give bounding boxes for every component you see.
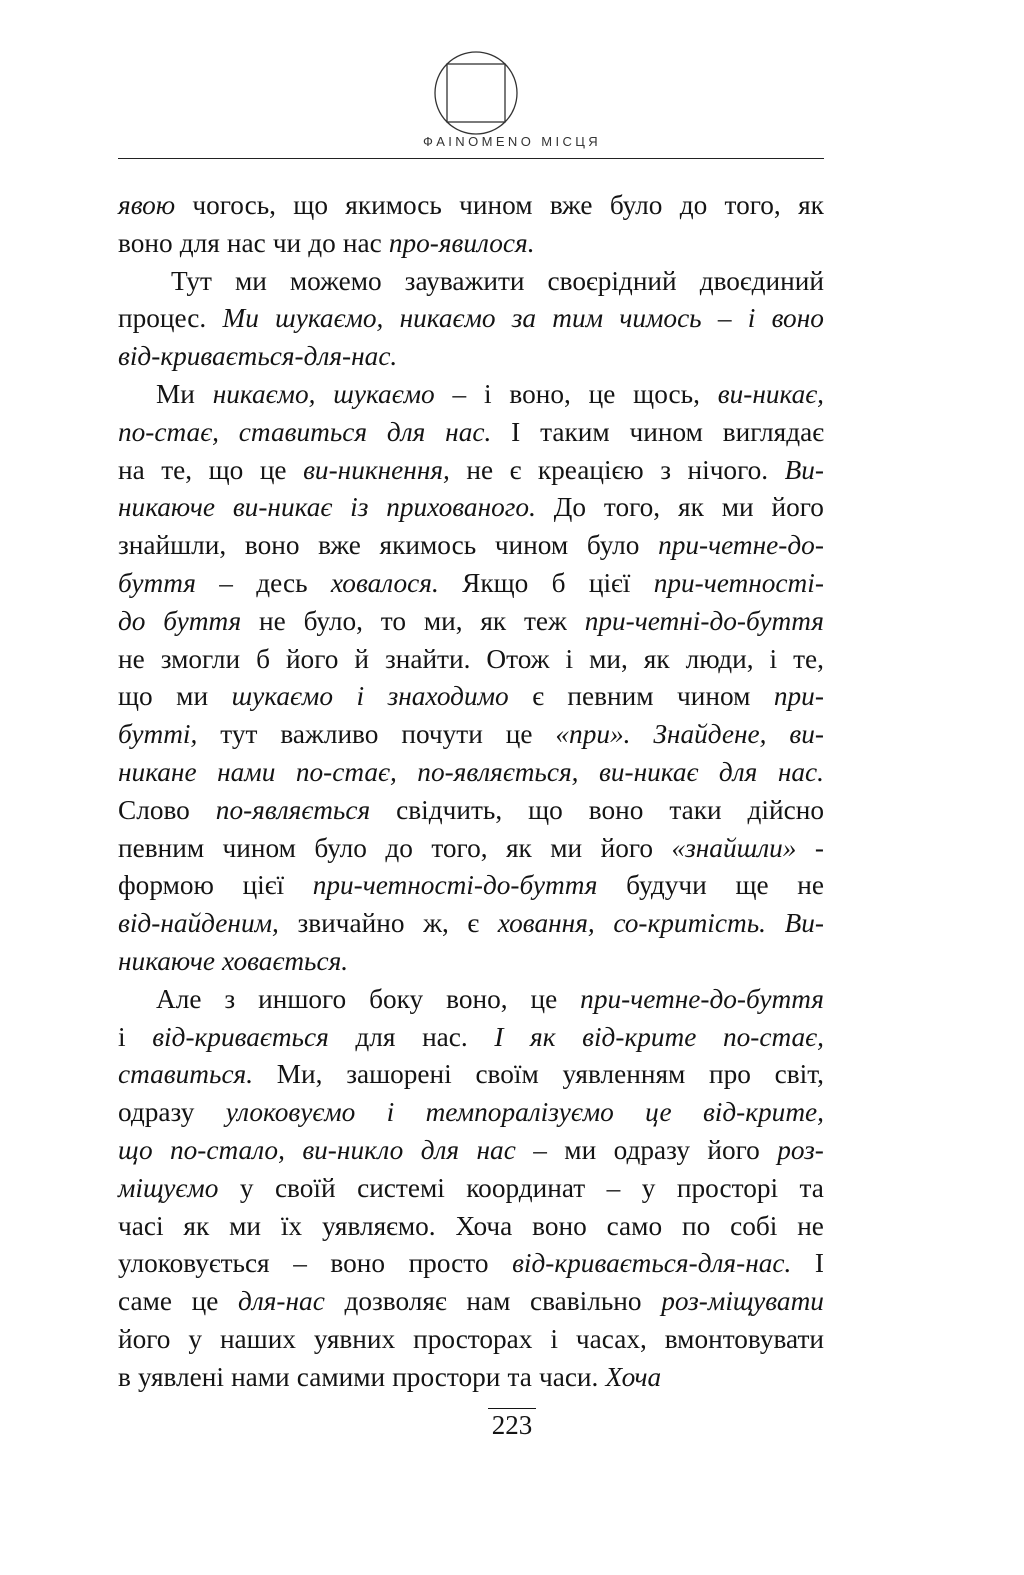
word: роз- (777, 1134, 824, 1165)
word: при-четності- (653, 567, 824, 598)
word: при-четності-до-буття (312, 870, 598, 901)
word: знайшли, (118, 530, 227, 561)
word: що (118, 681, 153, 712)
word: того, (431, 832, 488, 863)
word: ж, (423, 908, 449, 939)
word: дійсно (747, 794, 824, 825)
text-line (118, 414, 824, 452)
word: саме (118, 1286, 172, 1317)
word: ви-никнення, (303, 454, 450, 485)
square-in-circle-logo (433, 50, 519, 136)
text-line (118, 1132, 824, 1170)
word: улоковуємо (225, 1097, 356, 1128)
word: шукаємо (333, 378, 435, 409)
word: - (814, 832, 824, 863)
word: со-критість. (613, 908, 766, 939)
word: можемо (289, 265, 382, 296)
word: та (799, 1172, 824, 1203)
word: уявленням (562, 1059, 686, 1090)
word: було (609, 190, 663, 220)
word: двоєдиний (699, 265, 824, 296)
word: вже (549, 190, 593, 220)
word: воно, (509, 378, 571, 409)
word: – (452, 378, 467, 409)
word: шукаємо (231, 681, 333, 712)
word: просторі (676, 1172, 779, 1203)
word: шукаємо, (275, 303, 384, 334)
word: й (354, 643, 369, 674)
word: ховалося. (330, 567, 439, 598)
word: це (530, 983, 558, 1014)
word: ставиться (238, 416, 368, 447)
word: цієї (242, 870, 285, 901)
word: від-найденим, (118, 908, 279, 939)
word: воно (588, 794, 644, 825)
word: для (386, 416, 426, 447)
word: та (507, 1361, 532, 1392)
word: часах, (575, 1323, 647, 1354)
word: це (259, 454, 287, 485)
word: для (355, 1021, 396, 1052)
text-line (118, 678, 824, 716)
word: часі (118, 1210, 164, 1241)
word: не (118, 643, 145, 674)
word: никаюче (118, 492, 215, 523)
text-line (118, 565, 824, 603)
word: воно (330, 1248, 386, 1279)
word: їх (280, 1210, 303, 1241)
word: важливо (280, 719, 379, 750)
text-line (118, 1019, 824, 1057)
word: по-являється, (417, 756, 579, 787)
word: якимось (379, 530, 477, 561)
word: в (118, 1361, 131, 1392)
word: просто (408, 1248, 489, 1279)
word: ми (229, 1210, 261, 1241)
word: виглядає (722, 416, 824, 447)
word: собі (730, 1210, 778, 1241)
text-line (118, 905, 824, 943)
word: Ми (156, 378, 195, 409)
word: ховання, (497, 908, 595, 939)
text-line (118, 867, 824, 905)
word: його (707, 1134, 760, 1165)
word: вже (318, 530, 361, 561)
word: чином (494, 530, 569, 561)
text-line (118, 452, 824, 490)
text-line (118, 754, 824, 792)
word: чи (272, 227, 302, 258)
word: ви-никає (598, 756, 699, 787)
word: своїм (475, 1059, 539, 1090)
word: ми (176, 681, 209, 712)
word: у (641, 1172, 656, 1203)
word: чином (222, 832, 296, 863)
text-line (118, 603, 824, 641)
text-line (118, 1359, 824, 1397)
word: і (747, 303, 756, 334)
word: змогли (160, 643, 241, 674)
word: зашорені (346, 1059, 452, 1090)
word: своєрідний (547, 265, 677, 296)
word: теж (524, 605, 567, 636)
text-line (118, 527, 824, 565)
word: по-стає, (118, 416, 219, 447)
word: ми (721, 492, 754, 523)
word: системі (357, 1172, 445, 1203)
word: ви- (789, 719, 824, 750)
word: креацією (537, 454, 644, 485)
word: що (528, 794, 563, 825)
word: міщуємо (118, 1172, 219, 1203)
word: І (814, 1248, 824, 1279)
word: не (797, 870, 824, 901)
word: про-явилося. (388, 227, 535, 258)
word: иншого (258, 983, 347, 1014)
word: просторах (413, 1323, 533, 1354)
word: від-кривається (152, 1021, 329, 1052)
word: його (771, 492, 824, 523)
text-line (118, 1208, 824, 1246)
word: те, (793, 643, 824, 674)
word: ви-никає, (717, 378, 824, 409)
text-line (118, 1283, 824, 1321)
word: Ми, (276, 1059, 323, 1090)
word: ми, (589, 643, 628, 674)
text-line (118, 641, 824, 679)
word: Тут (171, 265, 212, 296)
word: своїй (274, 1172, 336, 1203)
text-line (118, 300, 824, 338)
word: до (679, 190, 708, 220)
word: координат (466, 1172, 586, 1203)
word: роз-міщувати (661, 1286, 824, 1317)
word: було (314, 832, 367, 863)
word: Ви- (784, 454, 824, 485)
word: чином (459, 190, 533, 220)
header-rule (118, 158, 824, 159)
word: прихованого. (386, 492, 536, 523)
word: те, (161, 454, 193, 485)
word: процес. (118, 303, 207, 334)
word: таким (540, 416, 610, 447)
word: зауважити (404, 265, 525, 296)
word: до (385, 832, 413, 863)
word: нас. (777, 756, 824, 787)
word: ставиться. (118, 1059, 254, 1090)
word: по-стало, (170, 1134, 285, 1165)
word: як (643, 643, 670, 674)
word: і (769, 643, 778, 674)
word: як (798, 190, 824, 220)
word: никане (118, 756, 197, 787)
word: ще (735, 870, 769, 901)
word: є (467, 908, 480, 939)
word: що (118, 1134, 153, 1165)
word: до (308, 227, 336, 258)
word: при- (773, 681, 824, 712)
word: не (259, 605, 286, 636)
word: – (533, 1134, 547, 1165)
word: у (239, 1172, 254, 1203)
word: До (553, 492, 587, 523)
word: нас. (445, 416, 492, 447)
body-text (118, 187, 824, 1397)
word: «знайшли» (671, 832, 797, 863)
word: Хоча (455, 1210, 513, 1241)
word: чогось, (192, 190, 276, 220)
word: явою (118, 190, 176, 220)
word: за (511, 303, 537, 334)
page-number: 223 (488, 1408, 537, 1441)
word: наших (219, 1323, 296, 1354)
word: від-крите, (702, 1097, 824, 1128)
word: певним (567, 681, 654, 712)
word: до (118, 605, 146, 636)
word: «при». (555, 719, 631, 750)
word: по-стає, (295, 756, 397, 787)
word: бутті, (118, 719, 198, 750)
word: нам (466, 1286, 511, 1317)
word: Слово (118, 794, 190, 825)
word: це (645, 1097, 672, 1128)
word: чином (677, 681, 751, 712)
word: при-четне-до- (658, 530, 824, 561)
word: як (480, 605, 507, 636)
word: по (681, 1210, 711, 1241)
word: для (179, 227, 220, 258)
word: самими (296, 1361, 386, 1392)
word: для-нас (238, 1286, 325, 1317)
word: по-стає, (722, 1021, 824, 1052)
word: його (118, 1323, 171, 1354)
word: і (483, 378, 492, 409)
word: нічого. (687, 454, 769, 485)
word: з (660, 454, 671, 485)
word: темпоралізуємо (425, 1097, 614, 1128)
word: – (219, 567, 233, 598)
word: по-являється (215, 794, 371, 825)
text-line (118, 376, 824, 414)
word: для (718, 756, 758, 787)
word: що (293, 190, 328, 220)
word: нас (342, 227, 382, 258)
word: є (532, 681, 544, 712)
word: у (188, 1323, 203, 1354)
word: воно (118, 227, 173, 258)
word: ховається. (222, 945, 349, 976)
word: чином (629, 416, 703, 447)
text-line (118, 830, 824, 868)
word: це (505, 719, 533, 750)
word: його (600, 832, 654, 863)
word: уявних (313, 1323, 396, 1354)
word: якимось (345, 190, 442, 220)
word: знайти. (384, 643, 471, 674)
text-line (118, 1094, 824, 1132)
word: і (386, 1097, 395, 1128)
word: І (494, 1021, 504, 1052)
word: ви-никло (302, 1134, 404, 1165)
word: від-кривається-для-нас. (512, 1248, 792, 1279)
word: Отож (486, 643, 550, 674)
word: б (551, 567, 566, 598)
word: – (606, 1172, 621, 1203)
text-line (118, 338, 824, 376)
word: Якщо (462, 567, 529, 598)
word: І (511, 416, 521, 447)
word: є (509, 454, 522, 485)
page-number-area (0, 1408, 1024, 1441)
word: це (191, 1286, 219, 1317)
word: з (224, 983, 236, 1014)
word: десь (256, 567, 308, 598)
word: свідчить, (396, 794, 503, 825)
word: буття (163, 605, 242, 636)
word: одразу (613, 1134, 690, 1165)
word: щось, (633, 378, 700, 409)
word: Ви- (784, 908, 824, 939)
word: звичайно (297, 908, 405, 939)
word: никаємо, (212, 378, 316, 409)
word: одразу (118, 1097, 195, 1128)
word: при-четні-до-буття (584, 605, 824, 636)
word: для (420, 1134, 460, 1165)
word: тим (552, 303, 604, 334)
word: як (678, 492, 704, 523)
word: то (380, 605, 407, 636)
word: Хоча (605, 1361, 662, 1392)
word: Ми (222, 303, 259, 334)
word: уявлені (137, 1361, 224, 1392)
word: б (256, 643, 270, 674)
word: буття (118, 567, 196, 598)
word: – (717, 303, 732, 334)
word: ми (550, 832, 583, 863)
word: свавільно (530, 1286, 642, 1317)
word: нами (217, 756, 276, 787)
word: не (797, 1210, 824, 1241)
text-line (118, 981, 824, 1019)
word: нас (476, 1134, 516, 1165)
text-line (118, 489, 824, 527)
word: никаюче (118, 945, 215, 976)
word: таки (669, 794, 722, 825)
word: про (709, 1059, 751, 1090)
word: як (183, 1210, 210, 1241)
word: чимось (619, 303, 702, 334)
word: від-крите (582, 1021, 697, 1052)
word: на (118, 454, 145, 485)
word: ми, (423, 605, 463, 636)
word: нами (231, 1361, 290, 1392)
word: знаходимо (387, 681, 509, 712)
word: того, (724, 190, 781, 220)
word: було, (303, 605, 363, 636)
word: воно, (446, 983, 508, 1014)
word: люди, (685, 643, 754, 674)
word: що (208, 454, 244, 485)
word: улоковується (118, 1248, 270, 1279)
word: простори (392, 1361, 501, 1392)
word: і (550, 1323, 558, 1354)
word: не (466, 454, 494, 485)
text-line (118, 1321, 824, 1359)
word: і (118, 1021, 126, 1052)
word: воно (771, 303, 824, 334)
word: будучи (626, 870, 707, 901)
word: формою (118, 870, 214, 901)
word: вмонтовувати (664, 1323, 824, 1354)
word: від-кривається-для-нас. (118, 341, 398, 372)
word: ви-никає (232, 492, 333, 523)
text-line (118, 792, 824, 830)
text-line (118, 263, 824, 301)
word: ми (564, 1134, 597, 1165)
word: того, (603, 492, 661, 523)
word: цієї (588, 567, 631, 598)
word: нас (226, 227, 266, 258)
word: Але (156, 983, 202, 1014)
word: Знайдене, (653, 719, 767, 750)
word: воно (532, 1210, 587, 1241)
word: боку (369, 983, 424, 1014)
text-line (118, 716, 824, 754)
word: це (588, 378, 616, 409)
word: було (586, 530, 640, 561)
word: ми (234, 265, 267, 296)
word: часи. (538, 1361, 599, 1392)
word: почути (401, 719, 483, 750)
text-line (118, 1245, 824, 1283)
text-line (118, 1170, 824, 1208)
word: як (506, 832, 532, 863)
word: воно (244, 530, 300, 561)
word: і (565, 643, 574, 674)
text-line (118, 1056, 824, 1094)
word: світ, (774, 1059, 824, 1090)
word: і (356, 681, 365, 712)
word: із (350, 492, 369, 523)
word: – (293, 1248, 307, 1279)
word: його (285, 643, 339, 674)
running-head: ФAINOMENO МІСЦЯ (422, 134, 602, 149)
word: никаємо (399, 303, 496, 334)
text-line (118, 225, 824, 263)
text-line (118, 943, 824, 981)
text-line (118, 187, 824, 225)
word: дозволяє (344, 1286, 447, 1317)
word: нас. (422, 1021, 468, 1052)
word: певним (118, 832, 205, 863)
word: тут (220, 719, 258, 750)
word: уявляємо. (321, 1210, 436, 1241)
word: як (530, 1021, 556, 1052)
word: при-четне-до-буття (580, 983, 824, 1014)
word: само (606, 1210, 663, 1241)
